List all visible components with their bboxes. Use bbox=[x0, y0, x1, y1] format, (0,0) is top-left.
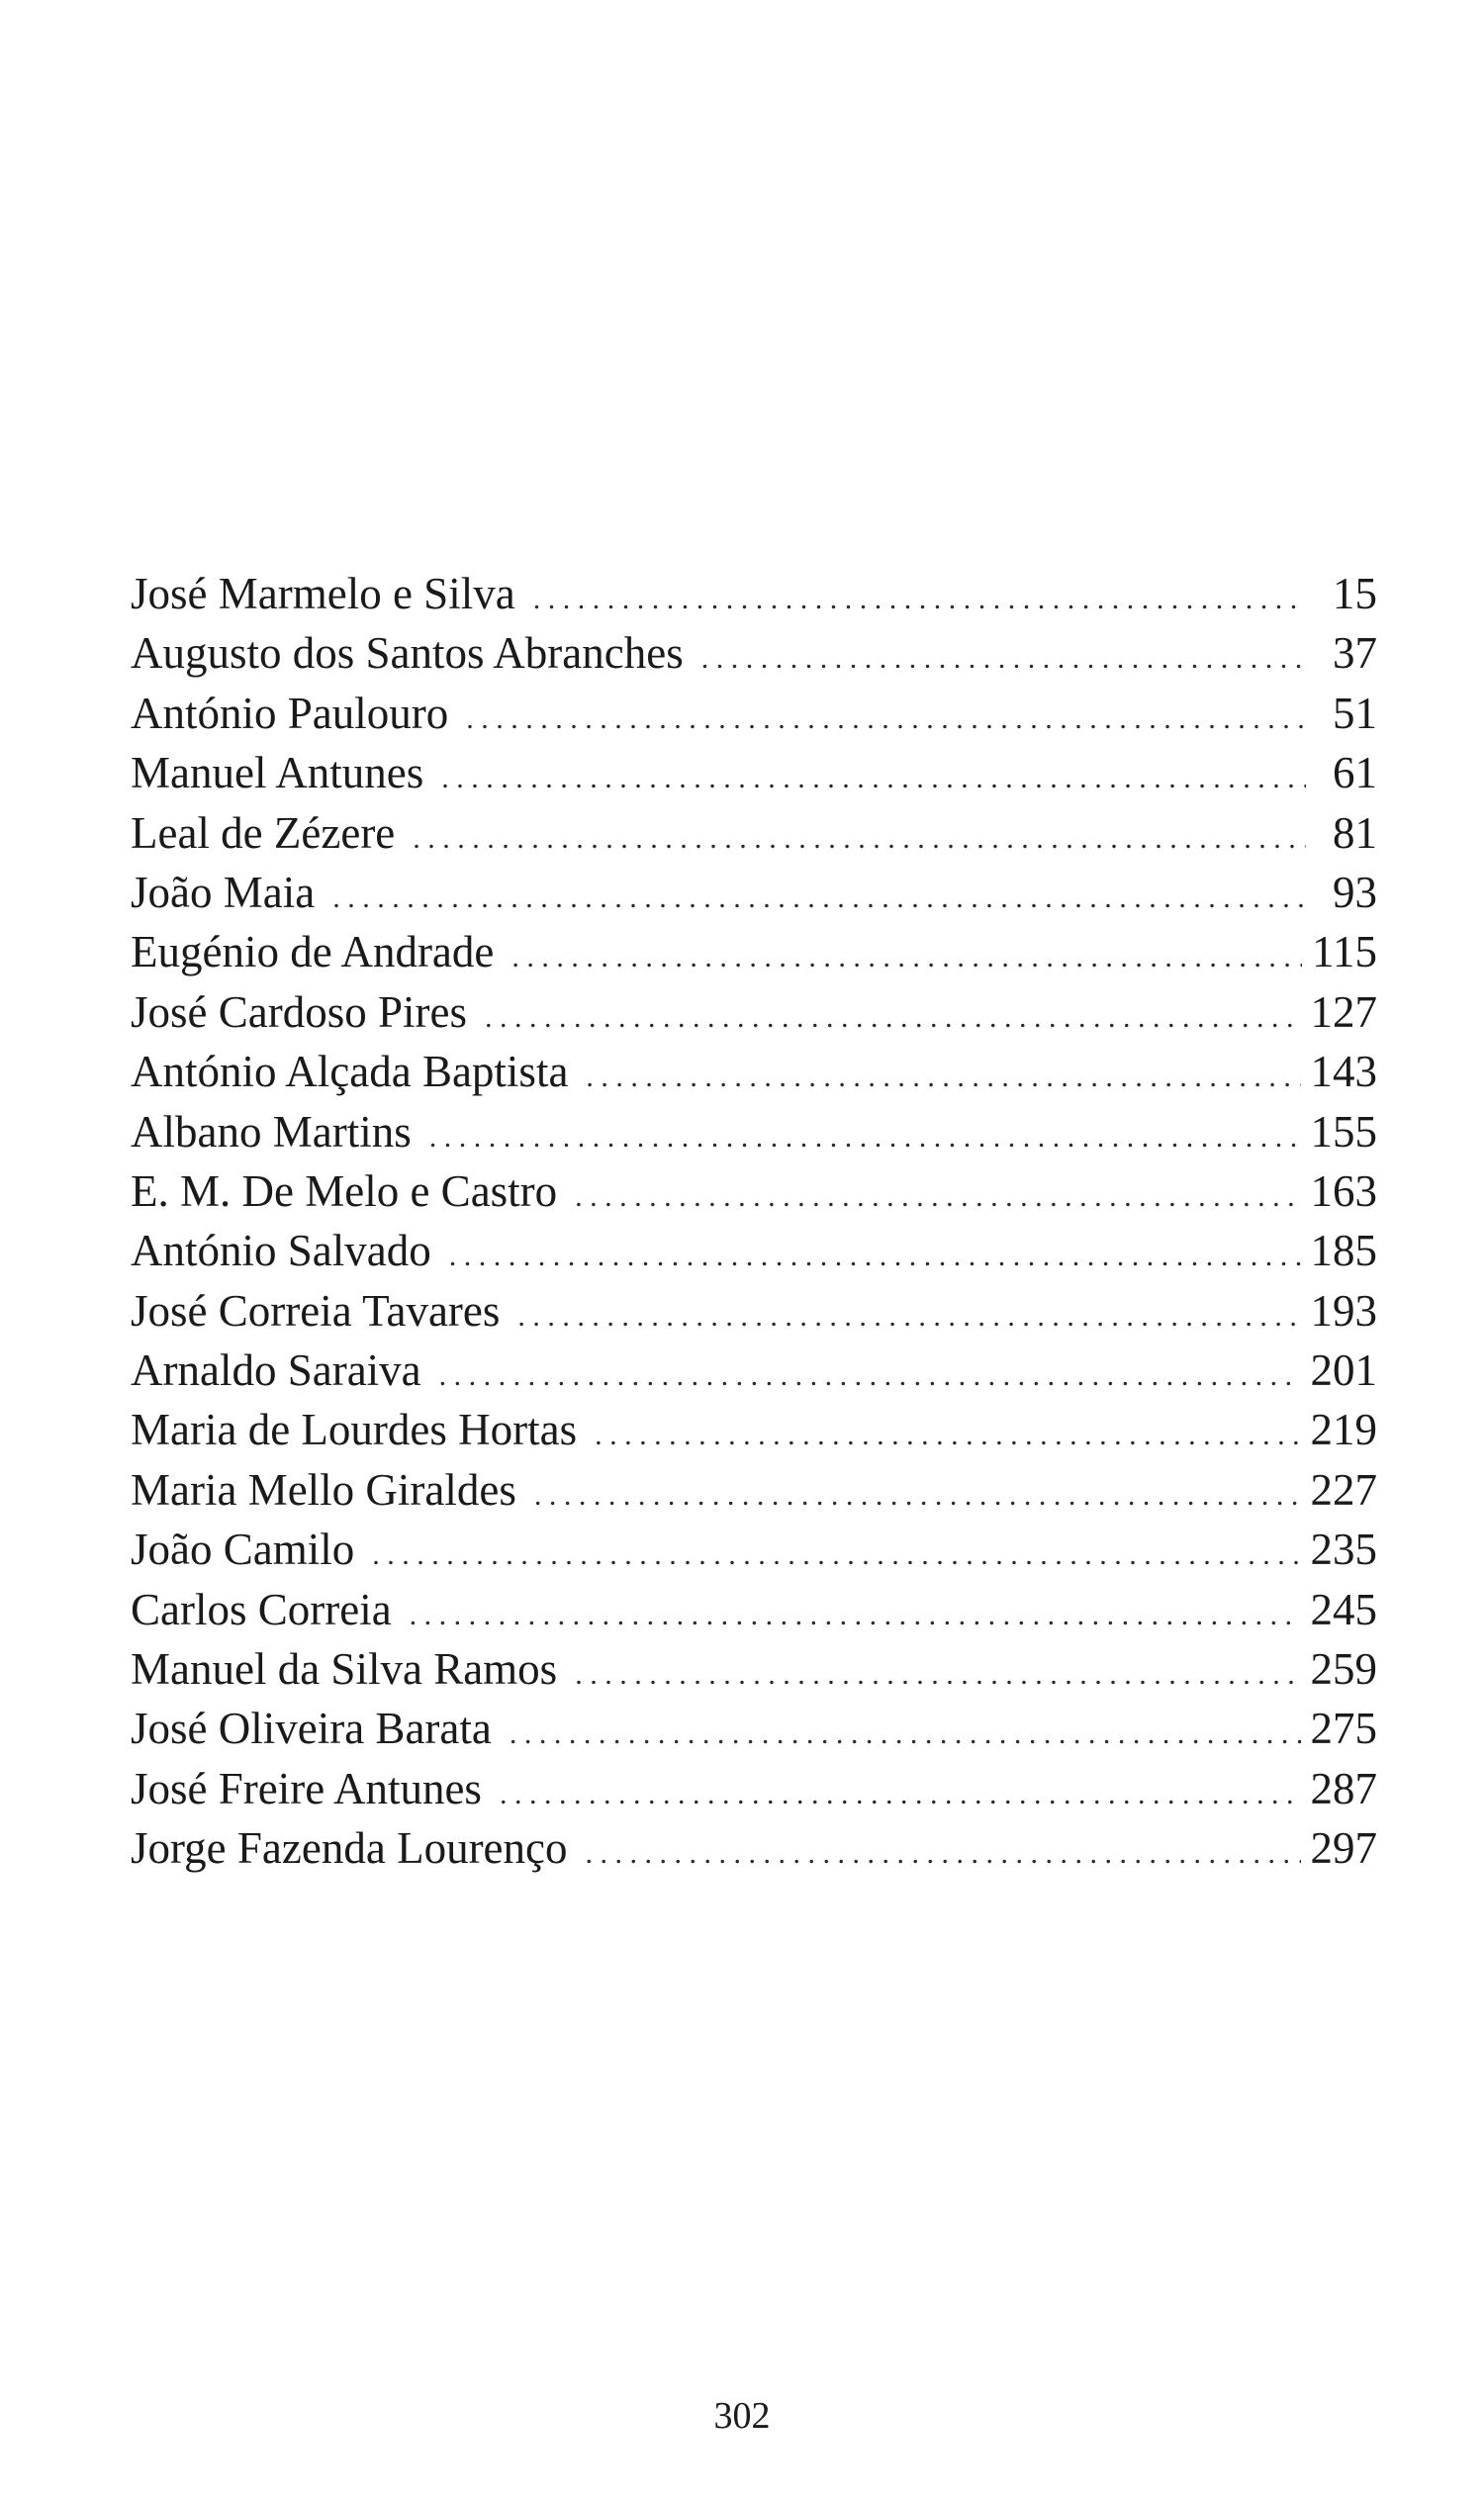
toc-entry bbox=[131, 922, 1377, 981]
toc-entry-name: António Alçada Baptista bbox=[131, 1047, 569, 1097]
dot-leader bbox=[332, 869, 1306, 928]
toc-entry-name: Jorge Fazenda Lourenço bbox=[131, 1823, 568, 1874]
toc-entry-page: 297 bbox=[1310, 1823, 1377, 1874]
toc-entry bbox=[131, 1580, 1377, 1639]
toc-entry-name: Eugénio de Andrade bbox=[131, 927, 495, 977]
toc-entry bbox=[131, 1460, 1377, 1520]
toc-entry bbox=[131, 1639, 1377, 1699]
dot-leader bbox=[575, 1167, 1300, 1227]
toc-entry bbox=[131, 1102, 1377, 1161]
toc-entry-name: António Salvado bbox=[131, 1226, 431, 1276]
toc-entry-page: 143 bbox=[1310, 1047, 1377, 1097]
toc-entry-page: 81 bbox=[1333, 807, 1377, 858]
toc-entry-name: Carlos Correia bbox=[131, 1584, 392, 1634]
dot-leader bbox=[485, 988, 1301, 1048]
toc-entry bbox=[131, 1699, 1377, 1758]
dot-leader bbox=[595, 1406, 1300, 1465]
toc-entry-name: José Correia Tavares bbox=[131, 1285, 501, 1336]
dot-leader bbox=[372, 1526, 1300, 1585]
toc-entry-name: Maria de Lourdes Hortas bbox=[131, 1405, 578, 1455]
toc-entry-page: 193 bbox=[1310, 1285, 1377, 1336]
toc-entry-name: E. M. De Melo e Castro bbox=[131, 1165, 558, 1216]
page-number: 302 bbox=[713, 2395, 771, 2437]
toc-entry-page: 155 bbox=[1310, 1106, 1377, 1157]
toc-entry-name: Arnaldo Saraiva bbox=[131, 1345, 421, 1396]
dot-leader bbox=[586, 1824, 1301, 1884]
dot-leader bbox=[429, 1108, 1301, 1167]
toc-entry-name: Maria Mello Giraldes bbox=[131, 1464, 516, 1515]
table-of-contents bbox=[131, 564, 1377, 1879]
toc-entry-page: 235 bbox=[1310, 1525, 1377, 1575]
dot-leader bbox=[517, 1287, 1300, 1346]
toc-entry bbox=[131, 982, 1377, 1042]
dot-leader bbox=[413, 809, 1306, 869]
dot-leader bbox=[466, 690, 1306, 749]
toc-entry-name: Manuel Antunes bbox=[131, 748, 424, 798]
toc-entry bbox=[131, 803, 1377, 863]
toc-entry bbox=[131, 863, 1377, 922]
dot-leader bbox=[510, 1705, 1301, 1764]
toc-entry bbox=[131, 1818, 1377, 1878]
toc-entry-page: 51 bbox=[1333, 688, 1377, 738]
toc-entry-page: 93 bbox=[1333, 867, 1377, 917]
toc-entry-name: José Freire Antunes bbox=[131, 1763, 482, 1813]
toc-entry-name: João Maia bbox=[131, 867, 316, 917]
toc-entry bbox=[131, 1759, 1377, 1818]
toc-entry-page: 287 bbox=[1310, 1763, 1377, 1813]
toc-entry-name: Manuel da Silva Ramos bbox=[131, 1644, 558, 1695]
toc-entry-name: Albano Martins bbox=[131, 1106, 412, 1157]
toc-entry-page: 61 bbox=[1333, 748, 1377, 798]
dot-leader bbox=[575, 1645, 1300, 1705]
dot-leader bbox=[701, 629, 1306, 689]
toc-entry-page: 15 bbox=[1333, 569, 1377, 618]
toc-entry bbox=[131, 743, 1377, 802]
dot-leader bbox=[441, 749, 1306, 808]
dot-leader bbox=[449, 1227, 1301, 1286]
toc-entry bbox=[131, 1400, 1377, 1459]
toc-entry-name: José Cardoso Pires bbox=[131, 986, 467, 1037]
toc-entry bbox=[131, 1161, 1377, 1221]
toc-entry bbox=[131, 1341, 1377, 1400]
toc-entry bbox=[131, 1520, 1377, 1579]
dot-leader bbox=[500, 1765, 1301, 1824]
dot-leader bbox=[410, 1586, 1301, 1645]
toc-entry-page: 227 bbox=[1310, 1464, 1377, 1515]
toc-entry-page: 275 bbox=[1310, 1704, 1377, 1754]
toc-entry-name: João Camilo bbox=[131, 1525, 355, 1575]
toc-entry bbox=[131, 1221, 1377, 1280]
toc-entry-page: 219 bbox=[1310, 1405, 1377, 1455]
toc-entry-name: António Paulouro bbox=[131, 688, 449, 738]
toc-entry-name: Augusto dos Santos Abranches bbox=[131, 628, 684, 679]
dot-leader bbox=[511, 928, 1302, 987]
toc-entry bbox=[131, 564, 1377, 623]
toc-entry-page: 115 bbox=[1312, 927, 1377, 977]
toc-entry-page: 163 bbox=[1310, 1165, 1377, 1216]
toc-entry-page: 185 bbox=[1310, 1226, 1377, 1276]
toc-entry-name: José Marmelo e Silva bbox=[131, 569, 515, 618]
toc-entry-name: José Oliveira Barata bbox=[131, 1704, 492, 1754]
toc-entry-page: 37 bbox=[1333, 628, 1377, 679]
toc-entry bbox=[131, 623, 1377, 683]
toc-entry-page: 201 bbox=[1310, 1345, 1377, 1396]
toc-entry-page: 245 bbox=[1310, 1584, 1377, 1634]
toc-entry-page: 127 bbox=[1310, 986, 1377, 1037]
toc-entry-name: Leal de Zézere bbox=[131, 807, 396, 858]
toc-entry bbox=[131, 1281, 1377, 1341]
toc-entry-page: 259 bbox=[1310, 1644, 1377, 1695]
dot-leader bbox=[533, 570, 1306, 629]
toc-entry bbox=[131, 1042, 1377, 1101]
dot-leader bbox=[439, 1346, 1301, 1406]
toc-entry bbox=[131, 684, 1377, 743]
dot-leader bbox=[534, 1466, 1301, 1526]
dot-leader bbox=[586, 1048, 1300, 1107]
